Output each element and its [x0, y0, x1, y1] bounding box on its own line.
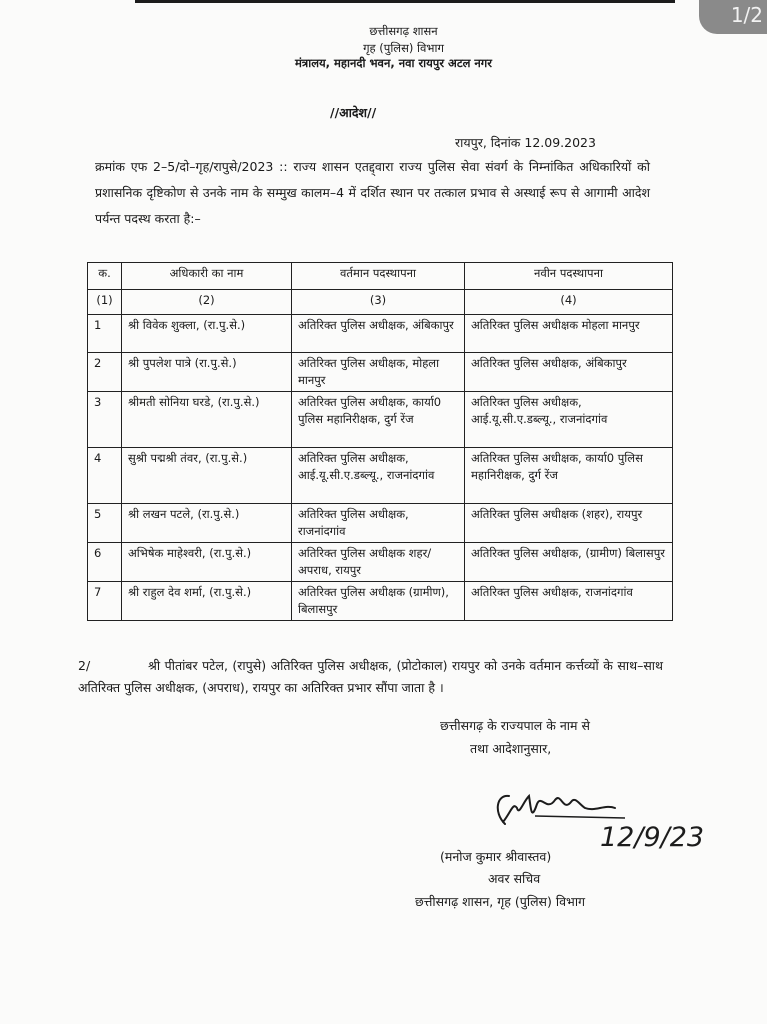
row-sn: 6: [88, 543, 122, 582]
row-new-posting: अतिरिक्त पुलिस अधीक्षक मोहला मानपुर: [465, 315, 673, 353]
row-sn: 2: [88, 353, 122, 392]
row-current-posting: अतिरिक्त पुलिस अधीक्षक, मोहला मानपुर: [292, 353, 465, 392]
row-officer-name: अभिषेक माहेश्वरी, (रा.पु.से.): [122, 543, 292, 582]
posting-table: [87, 262, 673, 621]
table-row: [88, 353, 673, 392]
signatory-department: छत्तीसगढ़ शासन, गृह (पुलिस) विभाग: [415, 894, 586, 909]
row-officer-name: श्री पुपलेश पात्रे (रा.पु.से.): [122, 353, 292, 392]
order-paragraph-1: क्रमांक एफ 2–5/दो–गृह/रापुसे/2023 :: राज्य शासन एतद्द्वारा राज्य पुलिस सेवा संवर्ग के निम्नांकित अधिकारियों को प्रशासनिक दृष्टिकोण से उनके नाम के सम्मुख कालम–4 में दर्शित स्थान पर तत्काल प्रभाव से अस्थाई रूप से आगामी आदेश पर्यन्त पदस्थ करता है:–: [95, 159, 650, 226]
signatory-name: (मनोज कुमार श्रीवास्तव): [440, 849, 552, 864]
col-num-3: (3): [292, 290, 465, 315]
row-current-posting: अतिरिक्त पुलिस अधीक्षक, अंबिकापुर: [292, 315, 465, 353]
row-sn: 1: [88, 315, 122, 353]
order-paragraph-2: [78, 655, 663, 699]
col-num-1: (1): [88, 290, 122, 315]
row-new-posting: अतिरिक्त पुलिस अधीक्षक, कार्या0 पुलिस महानिरीक्षक, दुर्ग रेंज: [465, 448, 673, 504]
header-officer-name: अधिकारी का नाम: [122, 263, 292, 290]
order-title: //आदेश//: [330, 105, 377, 120]
table-header-row: [88, 263, 673, 290]
table-row: [88, 504, 673, 543]
paragraph-2-number: 2/: [78, 658, 91, 673]
row-new-posting: अतिरिक्त पुलिस अधीक्षक (शहर), रायपुर: [465, 504, 673, 543]
header-government: छत्तीसगढ़ शासन: [369, 24, 438, 38]
col-num-4: (4): [465, 290, 673, 315]
table-row: [88, 448, 673, 504]
handwritten-date: 12/9/23: [600, 822, 705, 852]
signatory-designation: अवर सचिव: [488, 871, 541, 886]
top-edge-bar: [135, 0, 675, 3]
table-row: [88, 315, 673, 353]
row-current-posting: अतिरिक्त पुलिस अधीक्षक, आई.यू.सी.ए.डब्ल्यू., राजनांदगांव: [292, 448, 465, 504]
handwritten-signature: [475, 782, 725, 852]
row-current-posting: अतिरिक्त पुलिस अधीक्षक, कार्या0 पुलिस महानिरीक्षक, दुर्ग रेंज: [292, 392, 465, 448]
row-officer-name: श्री विवेक शुक्ला, (रा.पु.से.): [122, 315, 292, 353]
signoff-line-1: छत्तीसगढ़ के राज्यपाल के नाम से: [440, 718, 590, 733]
table-column-number-row: [88, 290, 673, 315]
row-new-posting: अतिरिक्त पुलिस अधीक्षक, अंबिकापुर: [465, 353, 673, 392]
order-date: रायपुर, दिनांक 12.09.2023: [455, 135, 596, 150]
header-new-posting: नवीन पदस्थापना: [465, 263, 673, 290]
row-new-posting: अतिरिक्त पुलिस अधीक्षक, (ग्रामीण) बिलासपुर: [465, 543, 673, 582]
table-row: [88, 392, 673, 448]
row-current-posting: अतिरिक्त पुलिस अधीक्षक, राजनांदगांव: [292, 504, 465, 543]
table-row: [88, 582, 673, 621]
header-sn: क.: [88, 263, 122, 290]
col-num-2: (2): [122, 290, 292, 315]
row-officer-name: श्रीमती सोनिया घरडे, (रा.पु.से.): [122, 392, 292, 448]
row-officer-name: श्री लखन पटले, (रा.पु.से.): [122, 504, 292, 543]
signoff-line-2: तथा आदेशानुसार,: [470, 741, 552, 756]
row-current-posting: अतिरिक्त पुलिस अधीक्षक (ग्रामीण), बिलासपुर: [292, 582, 465, 621]
page-indicator: 1/2: [699, 0, 767, 34]
row-sn: 4: [88, 448, 122, 504]
row-sn: 7: [88, 582, 122, 621]
paragraph-2-text: श्री पीतांबर पटेल, (रापुसे) अतिरिक्त पुलिस अधीक्षक, (प्रोटोकाल) रायपुर को उनके वर्तमान कर्त्तव्यों के साथ–साथ अतिरिक्त पुलिस अधीक्षक, (अपराध), रायपुर का अतिरिक्त प्रभार सौंपा जाता है ।: [78, 658, 663, 695]
row-officer-name: सुश्री पद्मश्री तंवर, (रा.पु.से.): [122, 448, 292, 504]
header-department: गृह (पुलिस) विभाग: [363, 41, 444, 55]
row-new-posting: अतिरिक्त पुलिस अधीक्षक, राजनांदगांव: [465, 582, 673, 621]
row-current-posting: अतिरिक्त पुलिस अधीक्षक शहर/अपराध, रायपुर: [292, 543, 465, 582]
row-sn: 3: [88, 392, 122, 448]
header-address: मंत्रालय, महानदी भवन, नवा रायपुर अटल नगर: [294, 56, 492, 70]
row-officer-name: श्री राहुल देव शर्मा, (रा.पु.से.): [122, 582, 292, 621]
header-current-posting: वर्तमान पदस्थापना: [292, 263, 465, 290]
table-row: [88, 543, 673, 582]
row-new-posting: अतिरिक्त पुलिस अधीक्षक, आई.यू.सी.ए.डब्ल्यू., राजनांदगांव: [465, 392, 673, 448]
row-sn: 5: [88, 504, 122, 543]
